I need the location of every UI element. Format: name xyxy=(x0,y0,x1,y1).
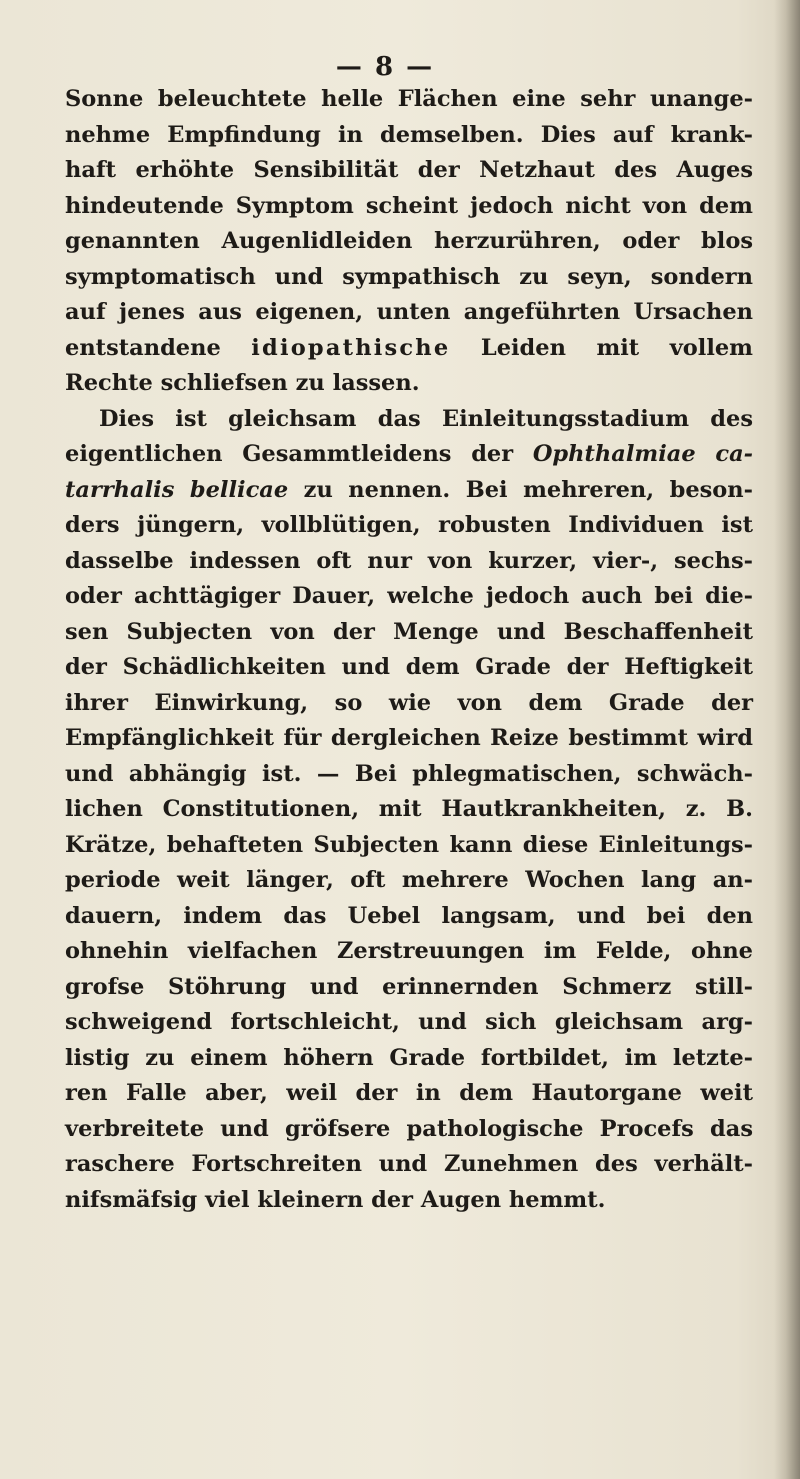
text-line: periode weit länger, oft mehrere Wochen lang an- xyxy=(65,867,753,893)
text-line: raschere Fortschreiten und Zunehmen des verhält- xyxy=(65,1151,753,1177)
text-line: symptomatisch und sympathisch zu seyn, sondern xyxy=(65,263,753,290)
text-line: auf jenes aus eigenen, unten angeführten Ursachen xyxy=(65,299,753,325)
text-line: grofse Stöhrung und erinnernden Schmerz still- xyxy=(65,973,753,1000)
text-line: verbreitete und gröfsere pathologische Procefs das xyxy=(65,1115,753,1142)
text-line: dauern, indem das Uebel langsam, und bei den xyxy=(65,902,753,929)
body-text xyxy=(65,82,753,1218)
text-line: schweigend fortschleicht, und sich gleichsam arg- xyxy=(65,1009,753,1035)
text-line: listig zu einem höhern Grade fortbildet, im letzte- xyxy=(65,1044,753,1071)
page-edge-shadow xyxy=(774,0,800,1479)
text-line: sen Subjecten von der Menge und Beschaffenheit xyxy=(65,618,753,645)
text-line: entstandene idiopathische Leiden mit vollem xyxy=(65,334,753,361)
text-line: hindeutende Symptom scheint jedoch nicht von dem xyxy=(65,192,753,219)
text-line: eigentlichen Gesammtleidens der Ophthalmiae ca- xyxy=(65,441,753,467)
text-line: lichen Constitutionen, mit Hautkrankheiten, z. B. xyxy=(65,796,753,822)
emphasized-term: idiopathische xyxy=(251,334,451,361)
text-line: ihrer Einwirkung, so wie von dem Grade der xyxy=(65,689,753,716)
text-line: genannten Augenlidleiden herzurühren, oder blos xyxy=(65,228,753,254)
text-line: nehme Empfindung in demselben. Dies auf krank- xyxy=(65,121,753,148)
text-line: der Schädlichkeiten und dem Grade der Heftigkeit xyxy=(65,654,753,680)
text-line: nifsmäfsig viel kleinern der Augen hemmt. xyxy=(65,1186,606,1213)
text-line: und abhängig ist. — Bei phlegmatischen, schwäch- xyxy=(65,760,753,787)
text-line: oder achttägiger Dauer, welche jedoch auch bei die- xyxy=(65,583,753,609)
text-line: haft erhöhte Sensibilität der Netzhaut des Auges xyxy=(65,157,753,183)
text-line: Krätze, behafteten Subjecten kann diese Einleitungs- xyxy=(65,831,753,858)
text-line: Dies ist gleichsam das Einleitungsstadium des xyxy=(99,405,753,432)
text-line: Empfänglichkeit für dergleichen Reize bestimmt wird xyxy=(65,725,753,751)
text-line: ren Falle aber, weil der in dem Hautorgane weit xyxy=(65,1080,753,1106)
text-line: dasselbe indessen oft nur von kurzer, vier-, sechs- xyxy=(65,547,753,574)
text-line: tarrhalis bellicae zu nennen. Bei mehreren, beson- xyxy=(65,476,754,503)
latin-term: Ophthalmiae ca- xyxy=(532,441,753,467)
page-number: — 8 — xyxy=(335,52,435,82)
latin-term: tarrhalis bellicae xyxy=(65,476,289,503)
text-line: Rechte schliefsen zu lassen. xyxy=(65,370,420,396)
text-line: Sonne beleuchtete helle Flächen eine sehr unange- xyxy=(65,86,753,112)
text-line: ders jüngern, vollblütigen, robusten Individuen ist xyxy=(65,512,753,538)
text-line: ohnehin vielfachen Zerstreuungen im Felde, ohne xyxy=(65,938,753,964)
